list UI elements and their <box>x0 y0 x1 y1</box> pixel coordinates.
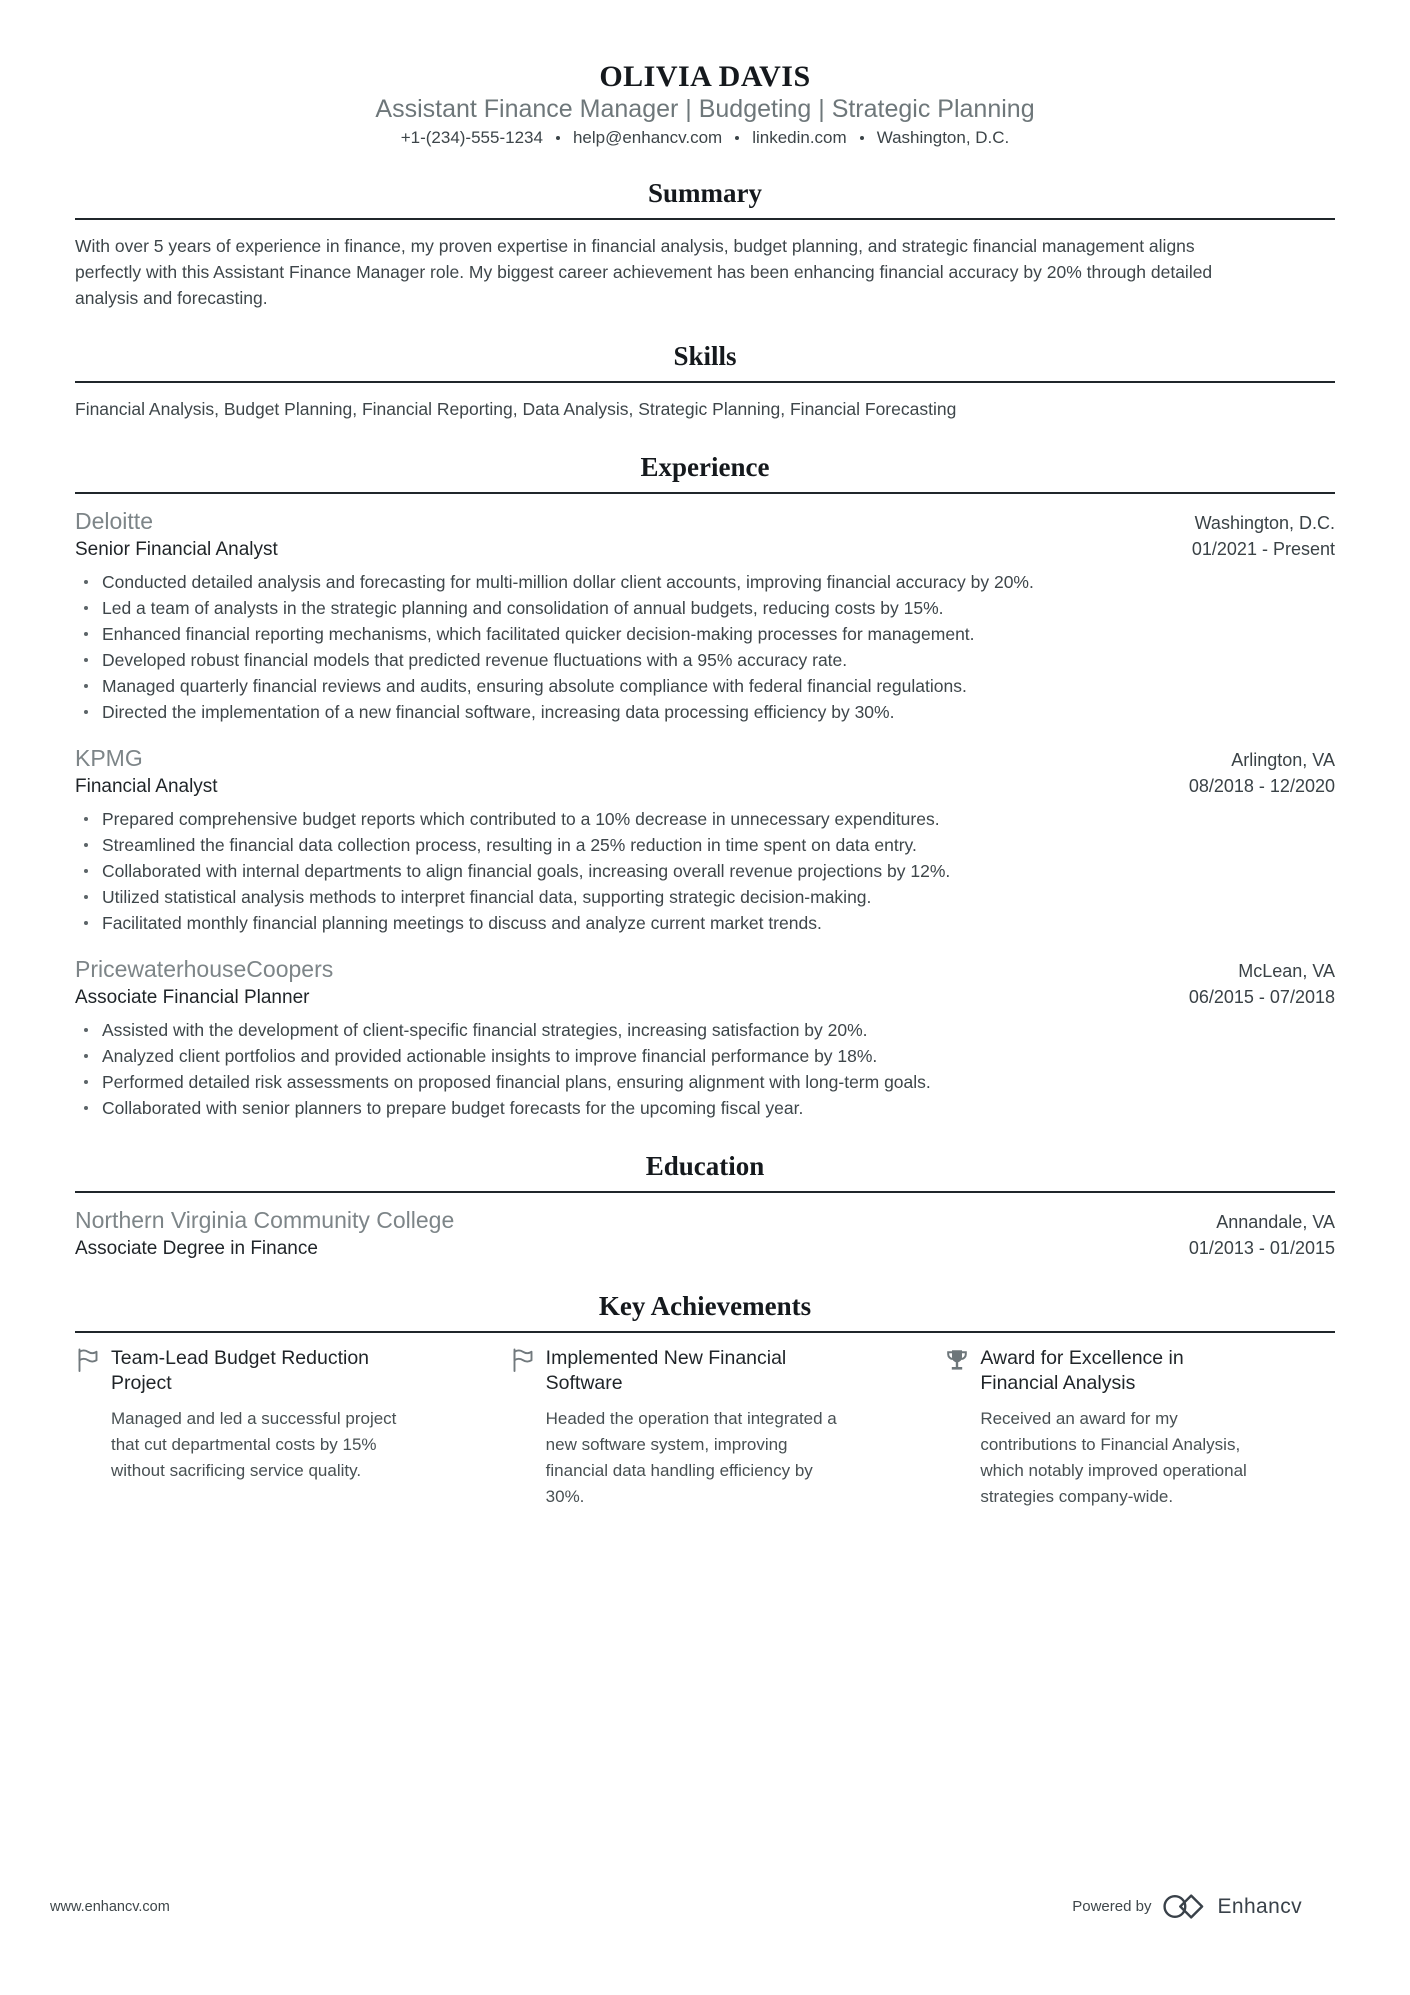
achievement-card <box>510 1346 901 1510</box>
job-dates: 06/2015 - 07/2018 <box>1188 987 1335 1007</box>
summary-heading: Summary <box>648 178 762 208</box>
experience-heading: Experience <box>640 452 770 482</box>
achievement-card <box>944 1346 1335 1510</box>
achievements-heading: Key Achievements <box>598 1291 812 1321</box>
school-name: Northern Virginia Community College <box>75 1207 455 1233</box>
email-link[interactable]: help@enhancv.com <box>572 128 723 147</box>
flag-icon <box>510 1347 536 1373</box>
company-name: PricewaterhouseCoopers <box>75 956 334 982</box>
summary-text: With over 5 years of experience in finance, my proven expertise in financial analysis, budget planning, and strategic financial management aligns perfectly with this Assistant Finance Manager role. My biggest career achievement has been enhancing financial accuracy by 20% through detailed analysis and forecasting. <box>75 236 1213 308</box>
skills-list: Financial Analysis, Budget Planning, Financial Reporting, Data Analysis, Strategic Planning, Financial Forecasting <box>75 399 957 419</box>
school-location: Annandale, VA <box>1216 1212 1335 1232</box>
job-bullet: Enhanced financial reporting mechanisms, which facilitated quicker decision-making processes for management. <box>75 621 1265 647</box>
company-name: KPMG <box>75 745 143 771</box>
resume-page <box>75 0 1335 1510</box>
job-bullet: Analyzed client portfolios and provided actionable insights to improve financial performance by 18%. <box>75 1043 1265 1069</box>
section-education <box>75 1150 1335 1261</box>
experience-entry <box>75 955 1335 1121</box>
contact-row <box>75 128 1335 148</box>
job-bullet: Led a team of analysts in the strategic planning and consolidation of annual budgets, reducing costs by 15%. <box>75 595 1265 621</box>
candidate-headline: Assistant Finance Manager | Budgeting | Strategic Planning <box>375 95 1035 123</box>
achievement-title: Team-Lead Budget Reduction Project <box>111 1347 370 1394</box>
job-bullet: Managed quarterly financial reviews and audits, ensuring absolute compliance with federal financial regulations. <box>75 673 1265 699</box>
experience-entry <box>75 744 1335 936</box>
job-title: Financial Analyst <box>75 776 218 797</box>
section-divider <box>75 1191 1335 1193</box>
company-location: McLean, VA <box>1238 961 1335 981</box>
section-divider <box>75 492 1335 494</box>
footer-website-link[interactable]: www.enhancv.com <box>50 1899 170 1915</box>
education-heading: Education <box>645 1151 765 1181</box>
achievements-grid <box>75 1346 1335 1510</box>
section-experience <box>75 451 1335 1121</box>
job-bullet: Collaborated with internal departments to align financial goals, increasing overall revenue projections by 12%. <box>75 858 1265 884</box>
flag-icon <box>75 1347 101 1373</box>
job-dates: 08/2018 - 12/2020 <box>1188 776 1335 796</box>
footer-branding <box>1072 1892 1302 1921</box>
job-bullet: Streamlined the financial data collection process, resulting in a 25% reduction in time spent on data entry. <box>75 832 1265 858</box>
education-dates: 01/2013 - 01/2015 <box>1188 1238 1335 1258</box>
education-entry <box>75 1206 1335 1261</box>
phone-number: +1-(234)-555-1234 <box>400 128 543 147</box>
company-location: Washington, D.C. <box>1194 513 1335 533</box>
separator-dot <box>735 136 739 140</box>
enhancv-wordmark[interactable]: Enhancv <box>1217 1894 1302 1918</box>
achievement-title: Implemented New Financial Software <box>545 1347 787 1394</box>
enhancv-logo-icon[interactable] <box>1162 1892 1206 1921</box>
company-name: Deloitte <box>75 508 153 534</box>
job-bullet: Assisted with the development of client-specific financial strategies, increasing satisfaction by 20%. <box>75 1017 1265 1043</box>
job-title: Senior Financial Analyst <box>75 539 278 560</box>
achievement-title: Award for Excellence in Financial Analysis <box>980 1347 1184 1394</box>
job-bullet: Conducted detailed analysis and forecasting for multi-million dollar client accounts, improving financial accuracy by 20%. <box>75 569 1265 595</box>
skills-heading: Skills <box>673 341 737 371</box>
separator-dot <box>556 136 560 140</box>
job-bullet: Utilized statistical analysis methods to interpret financial data, supporting strategic decision-making. <box>75 884 1265 910</box>
job-bullet: Prepared comprehensive budget reports which contributed to a 10% decrease in unnecessary expenditures. <box>75 806 1265 832</box>
job-bullet: Facilitated monthly financial planning meetings to discuss and analyze current market trends. <box>75 910 1265 936</box>
job-bullet-list <box>75 569 1265 725</box>
job-bullet: Developed robust financial models that predicted revenue fluctuations with a 95% accuracy rate. <box>75 647 1265 673</box>
section-achievements <box>75 1290 1335 1510</box>
degree-name: Associate Degree in Finance <box>75 1238 318 1259</box>
separator-dot <box>860 136 864 140</box>
linkedin-link[interactable]: linkedin.com <box>752 128 847 147</box>
candidate-name: OLIVIA DAVIS <box>599 60 811 93</box>
job-title: Associate Financial Planner <box>75 987 310 1008</box>
company-location: Arlington, VA <box>1231 750 1335 770</box>
job-bullet: Performed detailed risk assessments on proposed financial plans, ensuring alignment with long-term goals. <box>75 1069 1265 1095</box>
job-bullet-list <box>75 806 1265 936</box>
achievement-text: Headed the operation that integrated a new software system, improving financial data handling efficiency by 30%. <box>545 1409 837 1506</box>
achievement-text: Received an award for my contributions to Financial Analysis, which notably improved operational strategies company-wide. <box>980 1409 1247 1506</box>
section-divider <box>75 1331 1335 1333</box>
job-bullet: Directed the implementation of a new financial software, increasing data processing efficiency by 30%. <box>75 699 1265 725</box>
job-bullet: Collaborated with senior planners to prepare budget forecasts for the upcoming fiscal year. <box>75 1095 1265 1121</box>
section-divider <box>75 381 1335 383</box>
experience-entry <box>75 507 1335 725</box>
achievement-card <box>75 1346 466 1510</box>
trophy-icon <box>944 1347 970 1373</box>
resume-header <box>75 60 1335 148</box>
section-divider <box>75 218 1335 220</box>
powered-by-label: Powered by <box>1072 1898 1152 1915</box>
job-dates: 01/2021 - Present <box>1191 539 1335 559</box>
section-summary <box>75 177 1335 311</box>
job-bullet-list <box>75 1017 1265 1121</box>
location-text: Washington, D.C. <box>876 128 1010 147</box>
section-skills <box>75 340 1335 422</box>
achievement-text: Managed and led a successful project that cut departmental costs by 15% without sacrificing service quality. <box>111 1409 397 1480</box>
